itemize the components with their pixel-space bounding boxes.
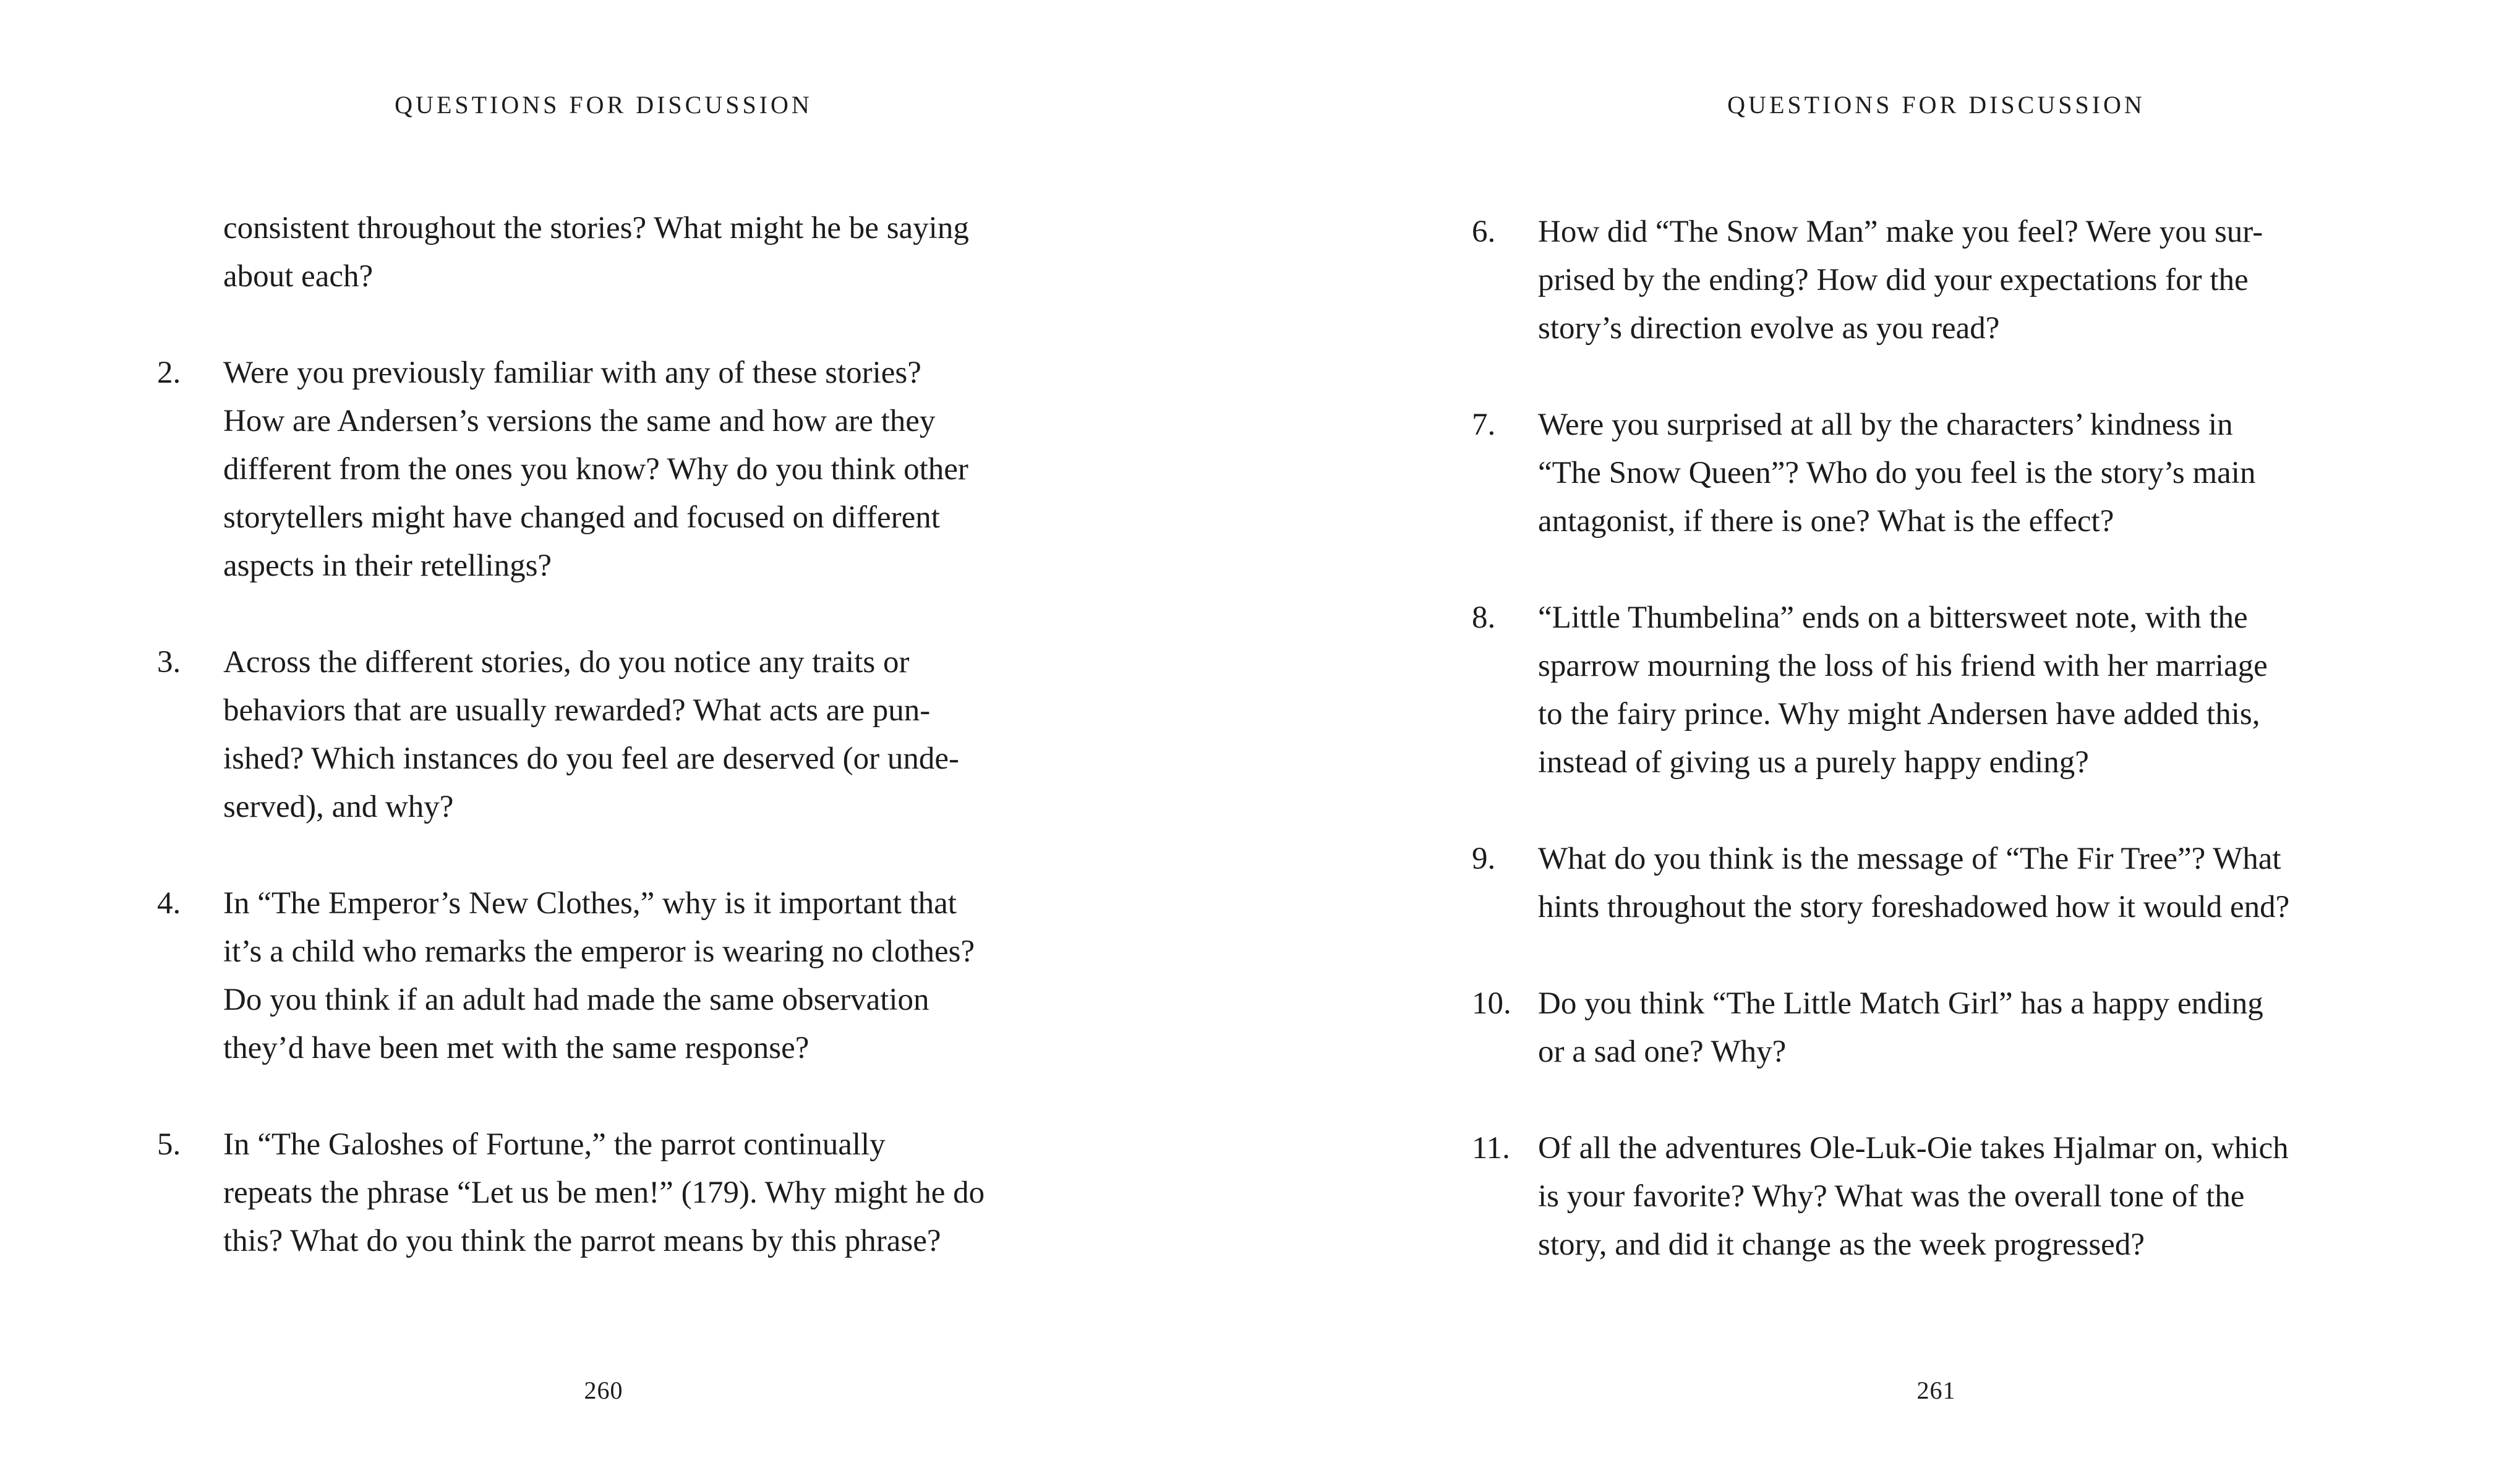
question-text — [1538, 835, 2350, 931]
question-text — [1538, 401, 2350, 545]
question-item — [1472, 835, 2350, 931]
text-line: different from the ones you know? Why do you think other — [223, 452, 968, 487]
question-text — [1538, 208, 2350, 352]
text-line: Were you previously familiar with any of these stories? — [223, 356, 921, 390]
running-head: QUESTIONS FOR DISCUSSION — [1727, 91, 2145, 119]
question-text — [223, 349, 1029, 590]
text-line: prised by the ending? How did your expectations for the — [1538, 263, 2249, 297]
text-line: story’s direction evolve as you read? — [1538, 311, 2000, 346]
question-item — [157, 879, 1029, 1072]
text-line: Of all the adventures Ole-Luk-Oie takes Hjalmar on, which — [1538, 1131, 2289, 1166]
text-line: to the fairy prince. Why might Andersen have added this, — [1538, 697, 2260, 731]
text-line: instead of giving us a purely happy ending? — [1538, 745, 2089, 780]
question-number: 11. — [1472, 1131, 1510, 1166]
text-line: “Little Thumbelina” ends on a bittersweet note, with the — [1538, 600, 2248, 635]
question-item — [1472, 401, 2350, 545]
text-line: aspects in their retellings? — [223, 548, 552, 583]
question-item — [1472, 979, 2350, 1076]
question-item — [1472, 594, 2350, 787]
text-line: this? What do you think the parrot means by this phrase? — [223, 1224, 941, 1258]
question-item — [157, 638, 1029, 831]
text-line: Do you think “The Little Match Girl” has a happy ending — [1538, 986, 2263, 1021]
text-line: antagonist, if there is one? What is the effect? — [1538, 504, 2114, 539]
text-line: How did “The Snow Man” make you feel? Were you sur- — [1538, 215, 2263, 249]
question-text — [223, 638, 1029, 831]
text-line: or a sad one? Why? — [1538, 1034, 1787, 1069]
text-line: “The Snow Queen”? Who do you feel is the story’s main — [1538, 456, 2256, 490]
question-number: 6. — [1472, 215, 1496, 249]
question-number: 7. — [1472, 407, 1496, 442]
right-page — [1256, 0, 2512, 1484]
page-number: 260 — [584, 1376, 623, 1404]
question-number: 5. — [157, 1127, 181, 1162]
text-line: consistent throughout the stories? What might he be saying — [223, 211, 969, 245]
page-number: 261 — [1916, 1376, 1956, 1404]
question-number: 10. — [1472, 986, 1511, 1021]
continued-question-text — [223, 204, 1029, 301]
question-number: 4. — [157, 886, 181, 921]
text-line: it’s a child who remarks the emperor is wearing no clothes? — [223, 934, 975, 969]
text-line: behaviors that are usually rewarded? What acts are pun- — [223, 693, 931, 728]
text-line: repeats the phrase “Let us be men!” (179). Why might he do — [223, 1175, 985, 1210]
text-line: story, and did it change as the week progressed? — [1538, 1227, 2145, 1262]
text-line: storytellers might have changed and focused on different — [223, 500, 940, 535]
question-item — [157, 349, 1029, 590]
text-line: Do you think if an adult had made the same observation — [223, 983, 929, 1017]
question-item — [157, 1120, 1029, 1265]
text-line: Across the different stories, do you notice any traits or — [223, 645, 910, 680]
question-list — [1472, 208, 2350, 1269]
running-head: QUESTIONS FOR DISCUSSION — [395, 91, 813, 119]
question-text — [223, 1120, 1029, 1265]
question-item — [1472, 208, 2350, 352]
question-text — [1538, 979, 2350, 1076]
text-line: they’d have been met with the same response? — [223, 1031, 810, 1065]
question-text — [1538, 1124, 2350, 1269]
question-number: 3. — [157, 645, 181, 680]
question-number: 2. — [157, 356, 181, 390]
text-line: hints throughout the story foreshadowed how it would end? — [1538, 890, 2290, 924]
text-line: about each? — [223, 259, 374, 294]
text-line: In “The Galoshes of Fortune,” the parrot continually — [223, 1127, 886, 1162]
text-line: sparrow mourning the loss of his friend with her marriage — [1538, 649, 2268, 683]
text-line: Were you surprised at all by the characters’ kindness in — [1538, 407, 2233, 442]
question-item — [1472, 1124, 2350, 1269]
text-line: In “The Emperor’s New Clothes,” why is it important that — [223, 886, 957, 921]
question-text — [1538, 594, 2350, 787]
text-line: ished? Which instances do you feel are deserved (or unde- — [223, 741, 960, 776]
text-line: What do you think is the message of “The Fir Tree”? What — [1538, 842, 2281, 876]
question-number: 9. — [1472, 842, 1496, 876]
question-text — [223, 879, 1029, 1072]
text-line: served), and why? — [223, 790, 454, 824]
question-number: 8. — [1472, 600, 1496, 635]
text-line: is your favorite? Why? What was the overall tone of the — [1538, 1179, 2245, 1214]
text-line: How are Andersen’s versions the same and how are they — [223, 404, 936, 438]
question-list — [157, 204, 1029, 1265]
